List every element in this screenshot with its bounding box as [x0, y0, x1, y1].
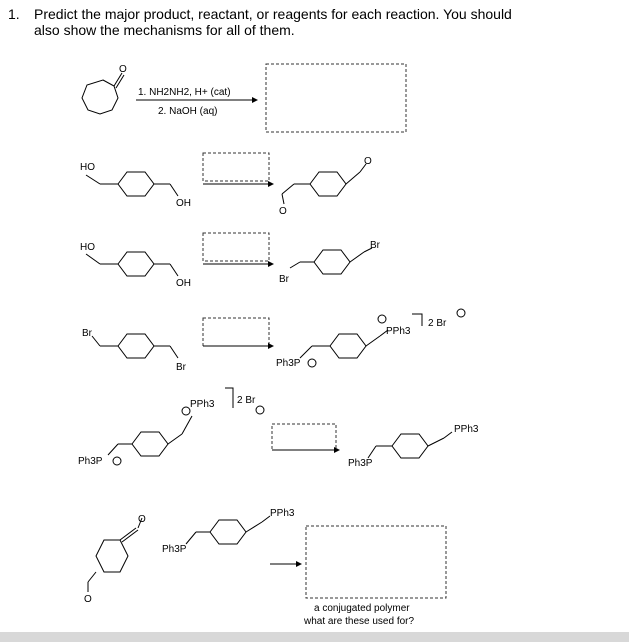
aldehyde-o-left-label: O — [279, 206, 287, 217]
bis-ylide-structure — [368, 432, 452, 458]
positive-charge-icon — [113, 457, 121, 465]
negative-charge-icon — [457, 309, 465, 317]
ph3p-product-label: Ph3P — [348, 458, 373, 469]
bottom-scrollbar-strip[interactable] — [0, 632, 629, 642]
pph3-product-label: PPh3 — [454, 424, 479, 435]
answer-box-1[interactable] — [266, 64, 406, 132]
oh-label-2: OH — [176, 278, 191, 289]
diol-structure — [86, 172, 178, 196]
ph3p-label: Ph3P — [276, 358, 301, 369]
br-start-label: Br — [82, 328, 92, 339]
counterion-label: 2 Br — [428, 318, 447, 329]
carbonyl-o-label: O — [119, 64, 127, 75]
diol-structure-2 — [86, 252, 178, 276]
question-number: 1. — [8, 6, 20, 22]
cyclooctanone-structure — [82, 73, 124, 114]
polymer-caption-line-2: what are these used for? — [304, 616, 415, 627]
question-text-line-1: Predict the major product, reactant, or reagents for each reaction. You should — [34, 6, 512, 22]
pph3-label: PPh3 — [386, 326, 411, 337]
pph3-monomer-label: PPh3 — [270, 508, 295, 519]
br-right-label: Br — [370, 240, 380, 251]
answer-box-2[interactable] — [203, 153, 269, 181]
ph3p-start-label: Ph3P — [78, 456, 103, 467]
counterion-label-2: 2 Br — [237, 395, 256, 406]
question-text-line-2: also show the mechanisms for all of them. — [34, 22, 295, 38]
answer-box-6[interactable] — [306, 526, 446, 598]
dialdehyde-monomer-structure — [88, 518, 142, 592]
ho-label-2: HO — [80, 242, 95, 253]
condition-step-1: 1. NH2NH2, H+ (cat) — [138, 87, 231, 98]
ho-label: HO — [80, 162, 95, 173]
negative-charge-icon — [256, 406, 264, 414]
oh-label: OH — [176, 198, 191, 209]
br-left-label: Br — [279, 274, 289, 285]
dibromide-start-structure — [92, 334, 178, 358]
answer-box-5[interactable] — [272, 424, 336, 450]
positive-charge-icon — [378, 315, 386, 323]
polymer-caption-line-1: a conjugated polymer — [314, 603, 410, 614]
bis-ylide-monomer-structure — [186, 516, 270, 544]
positive-charge-icon — [182, 407, 190, 415]
br-end-label: Br — [176, 362, 186, 373]
dialdehyde-structure — [282, 164, 366, 204]
aldehyde-o-bottom-label: O — [84, 594, 92, 605]
dibromide-structure — [290, 248, 372, 274]
answer-box-3[interactable] — [203, 233, 269, 261]
positive-charge-icon — [308, 359, 316, 367]
aldehyde-o-top-label: O — [138, 514, 146, 525]
condition-step-2: 2. NaOH (aq) — [158, 106, 218, 117]
aldehyde-o-right-label: O — [364, 156, 372, 167]
ph3p-monomer-label: Ph3P — [162, 544, 187, 555]
answer-box-4[interactable] — [203, 318, 269, 346]
pph3-start-label: PPh3 — [190, 399, 215, 410]
